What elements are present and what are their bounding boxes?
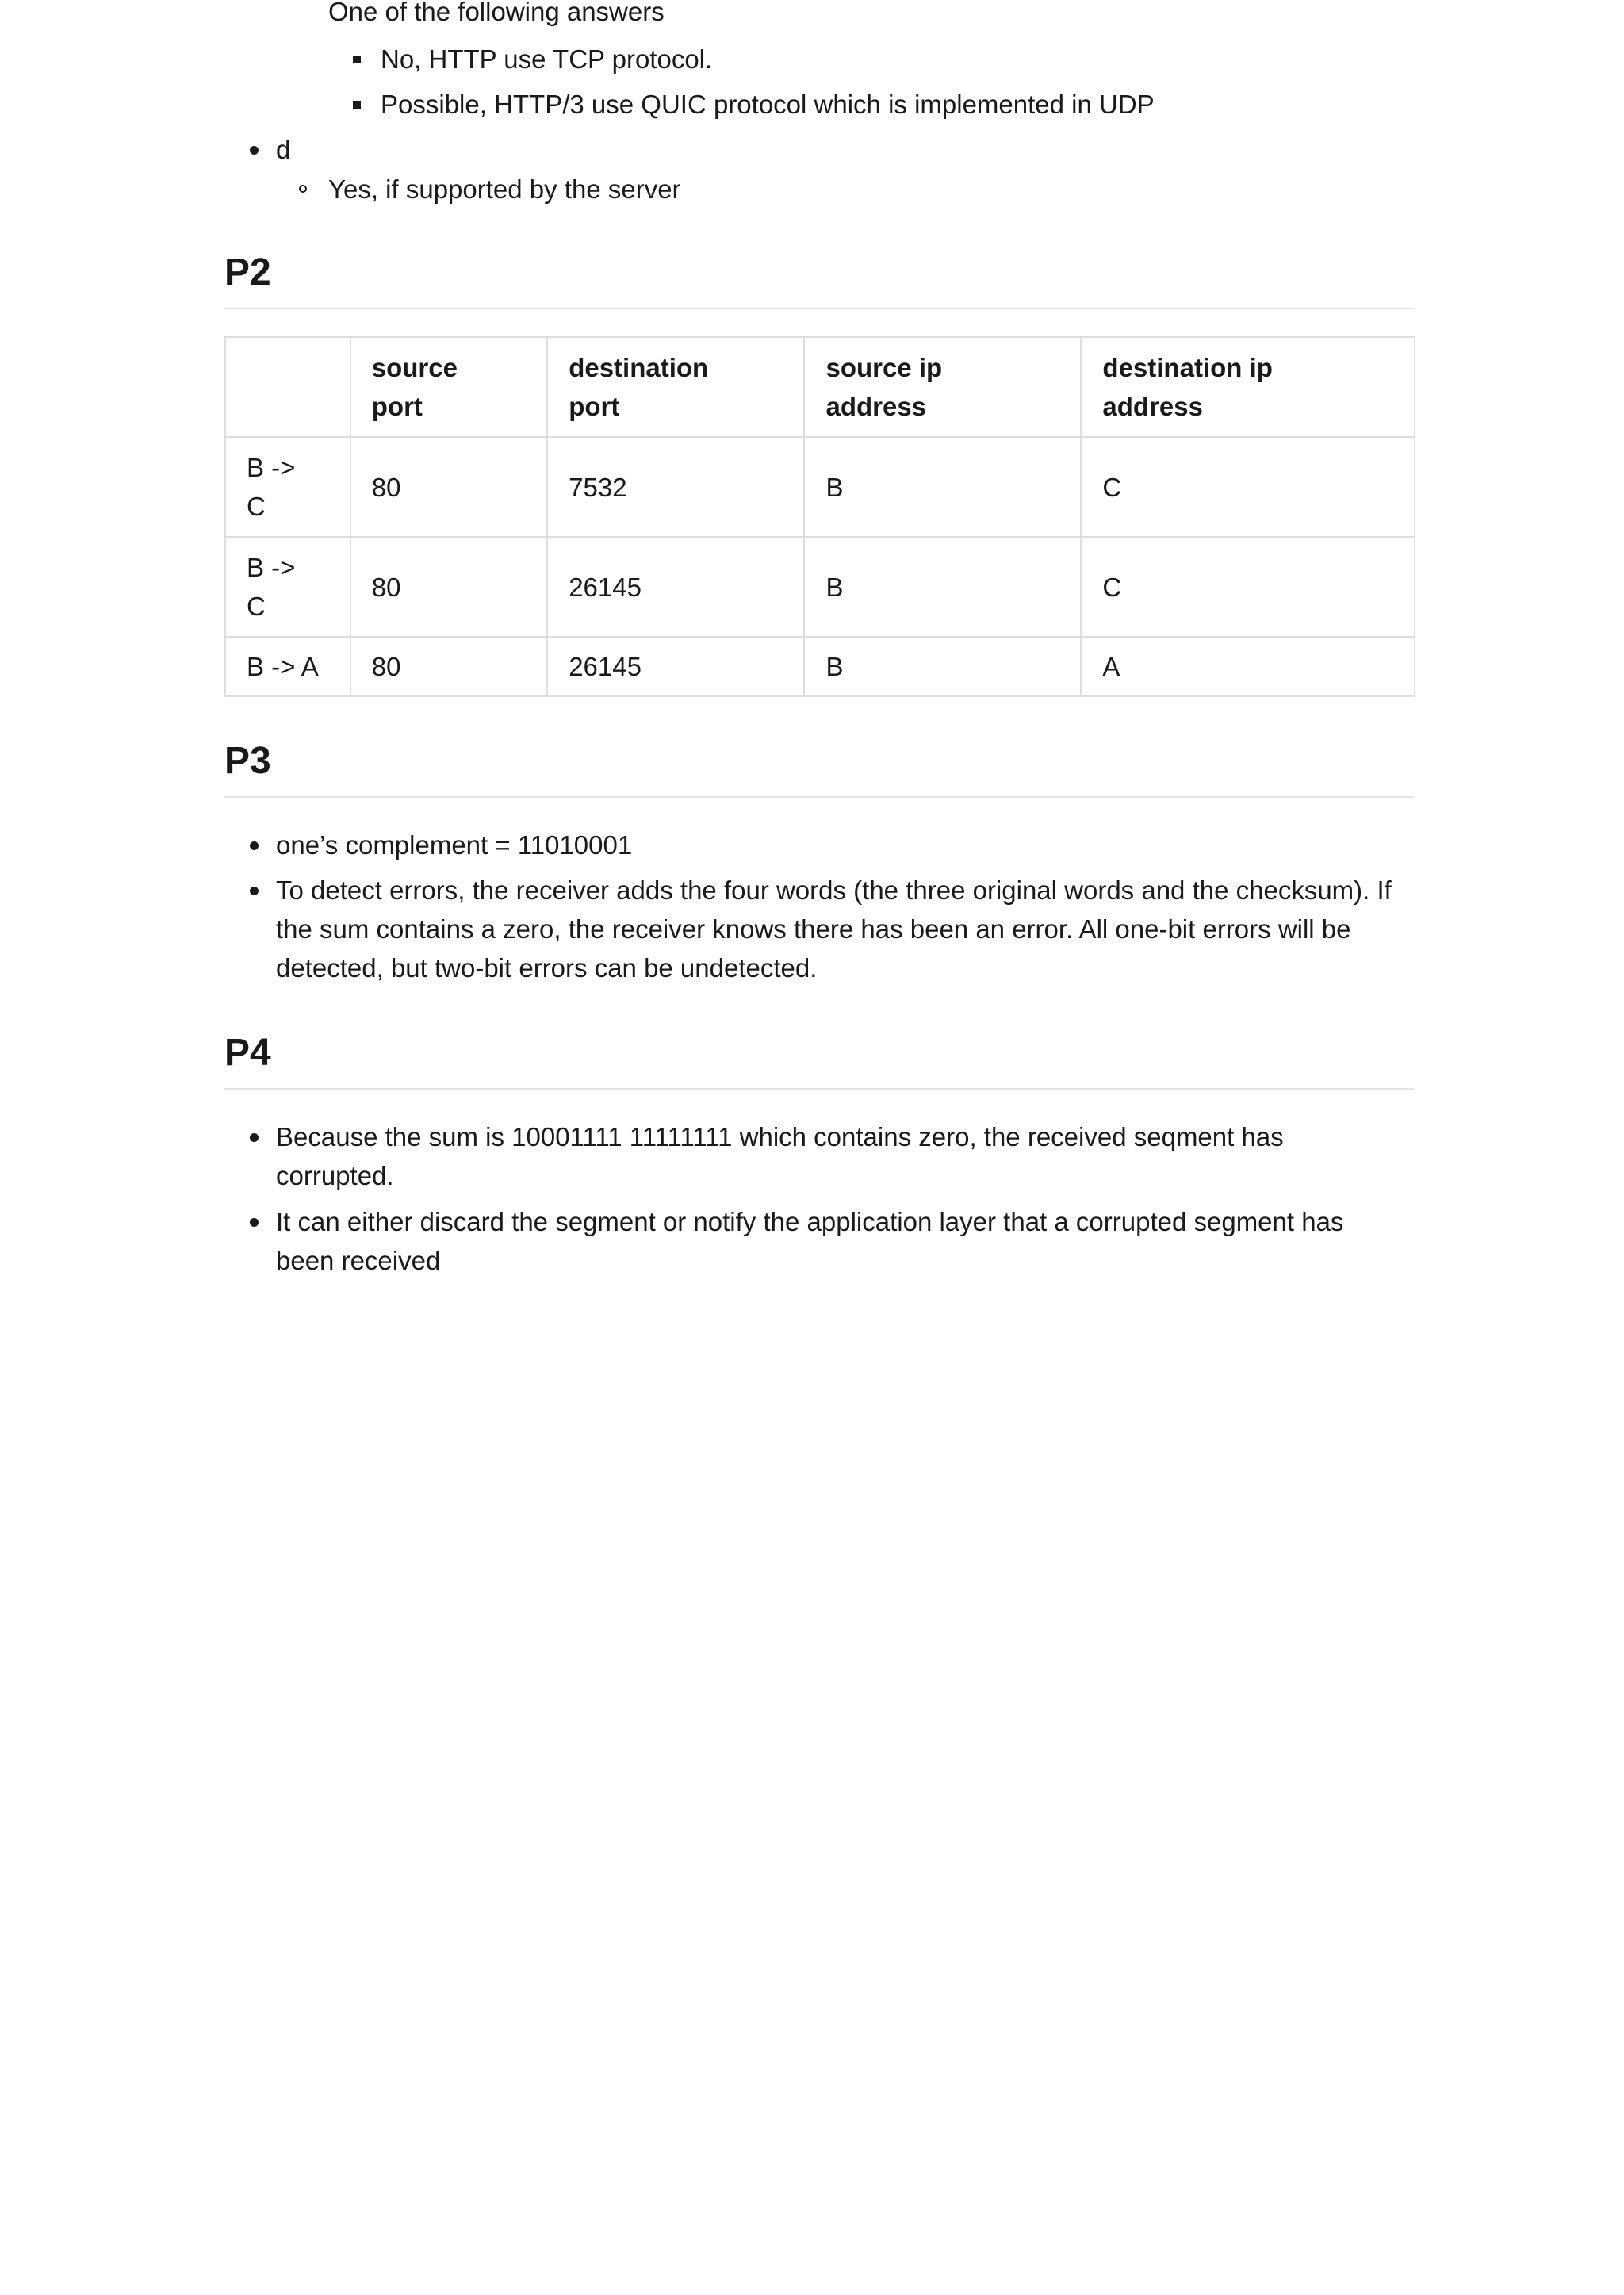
table-header-cell: destination port bbox=[547, 337, 804, 437]
table-header-cell: source ip address bbox=[804, 337, 1081, 437]
disc-bullet-icon bbox=[250, 841, 259, 850]
list-item: No, HTTP use TCP protocol. bbox=[381, 44, 713, 74]
table-cell: 26145 bbox=[547, 637, 804, 696]
table-cell: 80 bbox=[350, 537, 547, 637]
table-cell: B -> C bbox=[225, 537, 350, 637]
list-item: It can either discard the segment or notify the application layer that a corrupted segment has been received bbox=[276, 1207, 1344, 1275]
list-item: Yes, if supported by the server bbox=[328, 174, 681, 204]
table-cell: 26145 bbox=[547, 537, 804, 637]
section-heading-p4: P4 bbox=[224, 1032, 271, 1074]
table-cell: 7532 bbox=[547, 437, 804, 537]
heading-divider bbox=[224, 796, 1414, 798]
table-row bbox=[225, 437, 1415, 537]
table-cell: 80 bbox=[350, 437, 547, 537]
table-cell: C bbox=[1081, 437, 1415, 537]
table-cell: B -> A bbox=[225, 637, 350, 696]
disc-bullet-icon bbox=[250, 1133, 259, 1142]
list-item: To detect errors, the receiver adds the four words (the three original words and the checksum). If the sum contains a zero, the receiver knows there has been an error. All one-bit errors will be detected, but two-bit errors can be undetected. bbox=[276, 875, 1392, 983]
table-header-cell: destination ip address bbox=[1081, 337, 1415, 437]
table-header-row bbox=[225, 337, 1415, 437]
table-header-cell: source port bbox=[350, 337, 547, 437]
disc-bullet-icon bbox=[250, 1218, 259, 1227]
list-item: one’s complement = 11010001 bbox=[276, 830, 633, 860]
table-cell: 80 bbox=[350, 637, 547, 696]
table-cell: B bbox=[804, 637, 1081, 696]
heading-divider bbox=[224, 308, 1414, 309]
square-bullet-icon bbox=[353, 101, 361, 109]
table-row bbox=[225, 537, 1415, 637]
list-item: Possible, HTTP/3 use QUIC protocol which is implemented in UDP bbox=[381, 90, 1155, 119]
square-bullet-icon bbox=[353, 56, 361, 63]
list-item: Because the sum is 10001111 11111111 which contains zero, the received seqment has corrupted. bbox=[276, 1122, 1284, 1190]
table-cell: B bbox=[804, 537, 1081, 637]
section-heading-p2: P2 bbox=[224, 251, 271, 293]
port-address-table bbox=[224, 336, 1415, 697]
circle-bullet-icon bbox=[299, 185, 307, 193]
heading-divider bbox=[224, 1088, 1414, 1090]
cut-off-list-text: One of the following answers bbox=[328, 0, 665, 26]
table-row bbox=[225, 637, 1415, 696]
table-cell: A bbox=[1081, 637, 1415, 696]
list-item: d bbox=[276, 135, 291, 164]
table-cell: C bbox=[1081, 537, 1415, 637]
disc-bullet-icon bbox=[250, 887, 259, 895]
table-cell: B bbox=[804, 437, 1081, 537]
disc-bullet-icon bbox=[250, 146, 259, 155]
table-header-cell bbox=[225, 337, 350, 437]
table-cell: B -> C bbox=[225, 437, 350, 537]
section-heading-p3: P3 bbox=[224, 740, 271, 782]
